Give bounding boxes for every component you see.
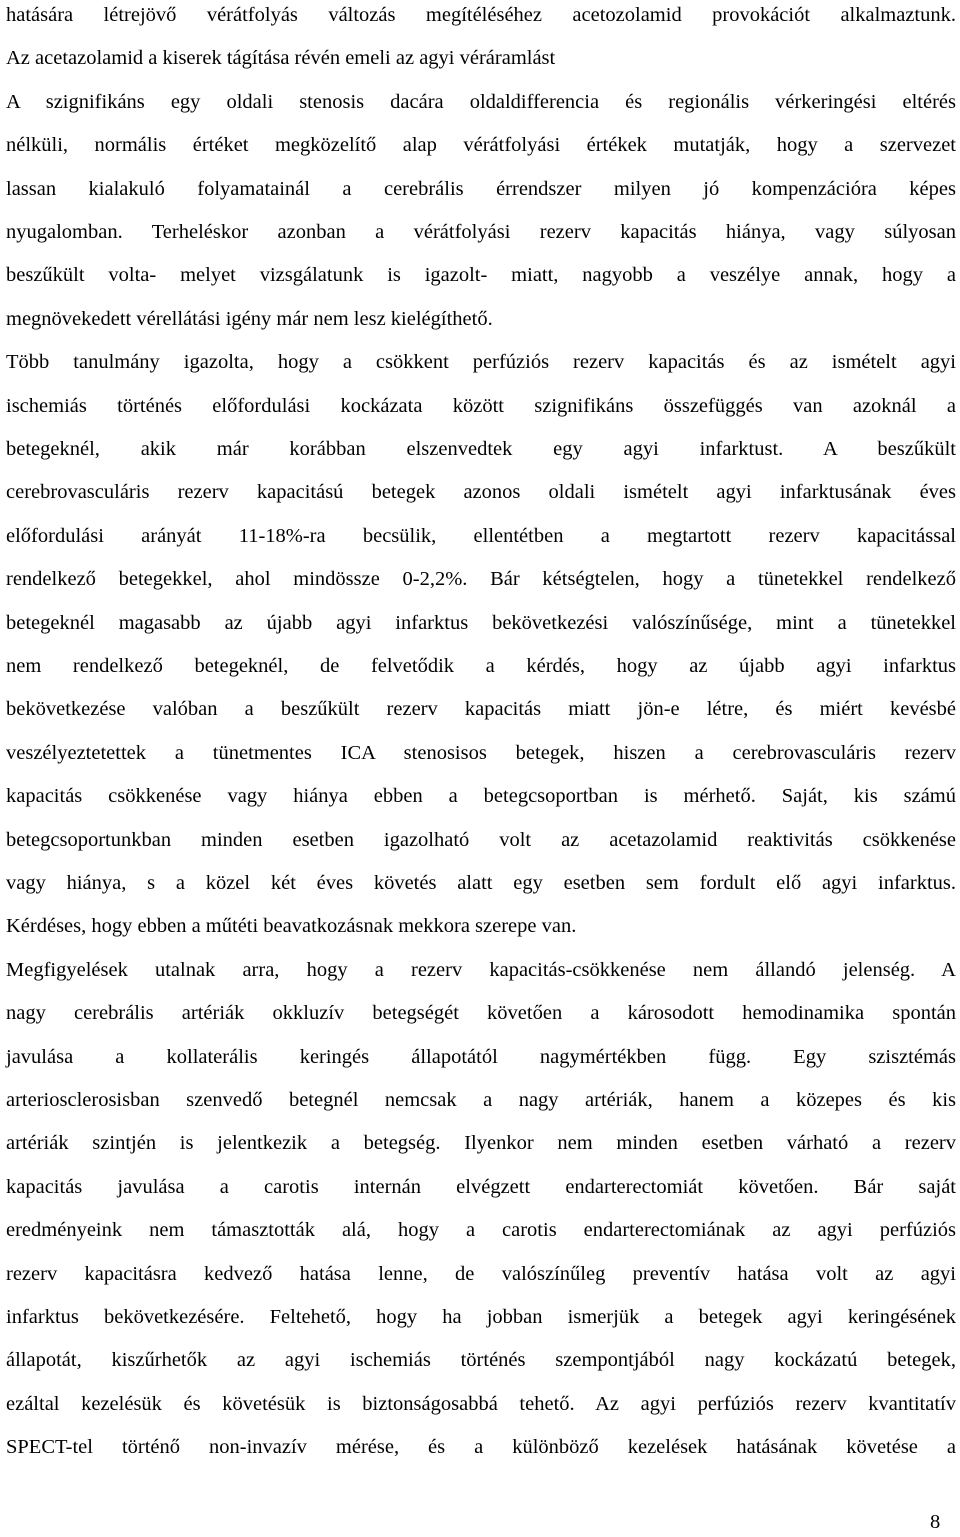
text-line: megnövekedett vérellátási igény már nem lesz kielégíthető. <box>6 307 493 330</box>
text-line: Megfigyelések utalnak arra, hogy a rezerv kapacitás-csökkenése nem állandó jelenség. A <box>6 958 956 981</box>
text-line: rendelkező betegekkel, ahol mindössze 0-2,2%. Bár kétségtelen, hogy a tünetekkel rendelkező <box>6 568 956 591</box>
text-line: betegcsoportunkban minden esetben igazolható volt az acetazolamid reaktivitás csökkenése <box>6 828 956 851</box>
text-line: Az acetazolamid a kiserek tágítása révén emeli az agyi véráramlást <box>6 47 556 70</box>
text-line: betegeknél magasabb az újabb agyi infarktus bekövetkezési valószínűsége, mint a tünetekkel <box>6 611 956 634</box>
text-line: lassan kialakuló folyamatainál a cerebrális érrendszer milyen jó kompenzációra képes <box>6 177 956 200</box>
text-line: javulása a kollaterális keringés állapotától nagymértékben függ. Egy szisztémás <box>6 1045 956 1068</box>
text-line: ischemiás történés előfordulási kockázata között szignifikáns összefüggés van azoknál a <box>6 394 956 417</box>
text-line: kapacitás javulása a carotis internán elvégzett endarterectomiát követően. Bár saját <box>6 1175 956 1198</box>
text-line: infarktus bekövetkezésére. Feltehető, hogy ha jobban ismerjük a betegek agyi keringésének <box>6 1306 956 1328</box>
text-line: SPECT-tel történő non-invazív mérése, és a különböző kezelések hatásának követése a <box>6 1436 956 1459</box>
text-line: cerebrovasculáris rezerv kapacitású betegek azonos oldali ismételt agyi infarktusának éves <box>6 481 956 504</box>
text-line: nagy cerebrális artériák okkluzív betegségét követően a károsodott hemodinamika spontán <box>6 1002 956 1025</box>
text-line: artériák szintjén is jelentkezik a betegség. Ilyenkor nem minden esetben várható a rezerv <box>6 1132 956 1155</box>
text-line: A szignifikáns egy oldali stenosis dacára oldaldifferencia és regionális vérkeringési eltérés <box>6 90 956 113</box>
text-line: hatására létrejövő vérátfolyás változás megítéléséhez acetozolamid provokációt alkalmaztunk. <box>6 4 956 26</box>
text-line: előfordulási arányát 11-18%-ra becsülik, ellentétben a megtartott rezerv kapacitással <box>6 524 956 547</box>
text-line: nyugalomban. Terheléskor azonban a vérátfolyási rezerv kapacitás hiánya, vagy súlyosan <box>6 221 956 243</box>
text-line: rezerv kapacitásra kedvező hatása lenne, de valószínűleg preventív hatása volt az agyi <box>6 1262 956 1285</box>
text-line: Több tanulmány igazolta, hogy a csökkent perfúziós rezerv kapacitás és az ismételt agyi <box>6 351 956 374</box>
text-line: állapotát, kiszűrhetők az agyi ischemiás történés szempontjából nagy kockázatú betegek, <box>6 1349 956 1372</box>
text-line: beszűkült volta- melyet vizsgálatunk is igazolt- miatt, nagyobb a veszélye annak, hogy a <box>6 264 956 287</box>
text-line: vagy hiánya, s a közel két éves követés alatt egy esetben sem fordult elő agyi infarktus. <box>6 872 956 894</box>
text-line: nélküli, normális értéket megközelítő alap vérátfolyási értékek mutatják, hogy a szervezet <box>6 134 956 157</box>
text-line: ezáltal kezelésük és követésük is biztonságosabbá tehető. Az agyi perfúziós rezerv kvantitatív <box>6 1392 956 1415</box>
text-line: nem rendelkező betegeknél, de felvetődik a kérdés, hogy az újabb agyi infarktus <box>6 655 956 677</box>
text-line: arteriosclerosisban szenvedő betegnél nemcsak a nagy artériák, hanem a közepes és kis <box>6 1089 956 1111</box>
text-line: betegeknél, akik már korábban elszenvedtek egy agyi infarktust. A beszűkült <box>6 438 956 460</box>
text-line: veszélyeztetettek a tünetmentes ICA stenosisos betegek, hiszen a cerebrovasculáris rezerv <box>6 741 956 764</box>
text-line: bekövetkezése valóban a beszűkült rezerv kapacitás miatt jön-e létre, és miért kevésbé <box>6 698 956 721</box>
text-line: kapacitás csökkenése vagy hiánya ebben a betegcsoportban is mérhető. Saját, kis számú <box>6 785 956 808</box>
page-number: 8 <box>930 1511 941 1533</box>
text-line: Kérdéses, hogy ebben a műtéti beavatkozásnak mekkora szerepe van. <box>6 915 577 938</box>
text-line: eredményeink nem támasztották alá, hogy a carotis endarterectomiának az agyi perfúziós <box>6 1219 956 1242</box>
